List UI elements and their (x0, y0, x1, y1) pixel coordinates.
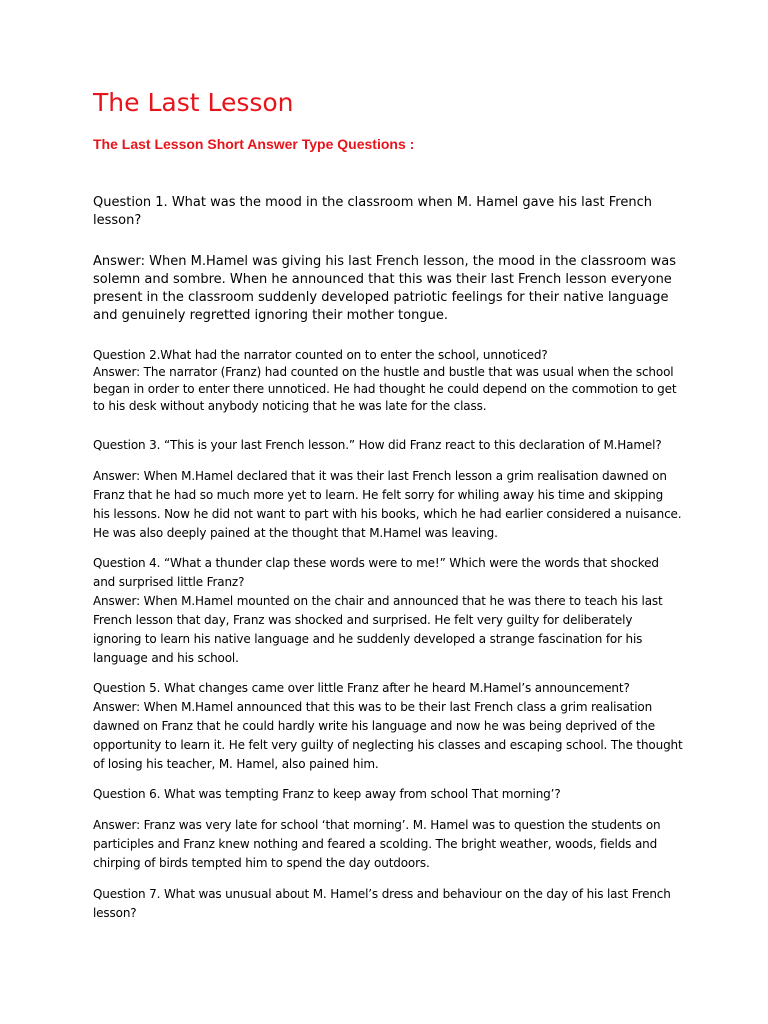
answer-4: Answer: When M.Hamel mounted on the chair and announced that he was there to teach his last French lesson that day, Franz was shocked and surprised. He felt very guilty for deliberately ignoring to learn his native language and he suddenly developed a strange fascination for his language and his school. (93, 594, 663, 665)
page-subtitle: The Last Lesson Short Answer Type Questions : (93, 136, 415, 152)
answer-6: Answer: Franz was very late for school ‘that morning’. M. Hamel was to question the students on participles and Franz knew nothing and feared a scolding. The bright weather, woods, fields and chirping of birds tempted him to spend the day outdoors. (93, 818, 661, 870)
question-2: Question 2.What had the narrator counted on to enter the school, unnoticed? (93, 348, 548, 362)
question-6: Question 6. What was tempting Franz to keep away from school That morning’? (93, 787, 561, 801)
answer-5: Answer: When M.Hamel announced that this was to be their last French class a grim realisation dawned on Franz that he could hardly write his language and now he was being deprived of the opportunity to learn it. He felt very guilty of neglecting his classes and escaping school. The thought of losing his teacher, M. Hamel, also pained him. (93, 700, 683, 771)
question-7: Question 7. What was unusual about M. Hamel’s dress and behaviour on the day of his last French lesson? (93, 887, 671, 920)
question-3: Question 3. “This is your last French lesson.” How did Franz react to this declaration of M.Hamel? (93, 438, 662, 452)
question-1: Question 1. What was the mood in the classroom when M. Hamel gave his last French lesson? (93, 195, 652, 228)
answer-1: Answer: When M.Hamel was giving his last French lesson, the mood in the classroom was solemn and sombre. When he announced that this was their last French lesson everyone present in the classroom suddenly developed patriotic feelings for their native language and genuinely regretted ignoring their mother tongue. (93, 254, 676, 323)
answer-3: Answer: When M.Hamel declared that it was their last French lesson a grim realisation dawned on Franz that he had so much more yet to learn. He felt sorry for whiling away his time and skipping his lessons. Now he did not want to part with his books, which he had earlier considered a nuisance. He was also deeply pained at the thought that M.Hamel was leaving. (93, 469, 682, 540)
page-title: The Last Lesson (93, 88, 294, 117)
answer-2: Answer: The narrator (Franz) had counted on the hustle and bustle that was usual when the school began in order to enter there unnoticed. He had thought he could depend on the commotion to get to his desk without anybody noticing that he was late for the class. (93, 365, 677, 413)
question-4: Question 4. “What a thunder clap these words were to me!” Which were the words that shocked and surprised little Franz? (93, 556, 659, 589)
question-5: Question 5. What changes came over little Franz after he heard M.Hamel’s announcement? (93, 681, 630, 695)
